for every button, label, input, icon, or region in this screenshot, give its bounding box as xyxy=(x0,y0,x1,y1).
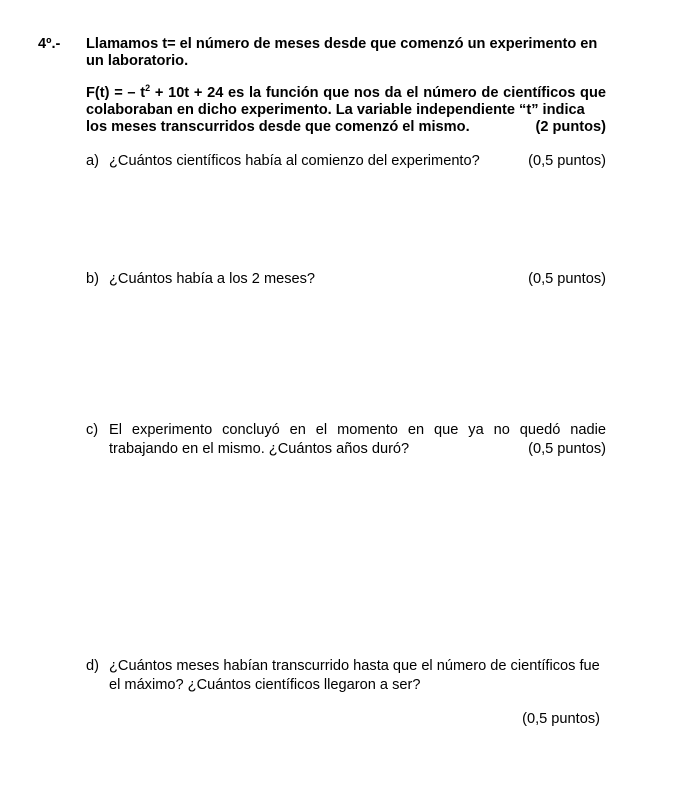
sub-question-text: ¿Cuántos había a los 2 meses? xyxy=(109,271,316,287)
sub-question-b xyxy=(86,270,606,289)
function-description: + 10t + 24 es la función que nos da el número de científicos que colaboraban en dicho experimento. La variable independiente “t” indica xyxy=(86,85,606,118)
sub-question-label: d) xyxy=(86,658,99,674)
sub-question-label: b) xyxy=(86,271,99,287)
question-number: 4º.- xyxy=(38,36,61,52)
sub-question-points: (0,5 puntos) xyxy=(528,441,606,457)
sub-question-d xyxy=(86,657,606,727)
question-intro: Llamamos t= el número de meses desde que comenzó un experimento en un laboratorio. xyxy=(86,36,598,69)
function-statement xyxy=(86,85,606,136)
sub-question-a xyxy=(86,152,606,171)
sub-question-text-line2: el máximo? ¿Cuántos científicos llegaron a ser? xyxy=(109,677,421,693)
sub-question-points: (0,5 puntos) xyxy=(522,711,600,727)
sub-question-text-line2: trabajando en el mismo. ¿Cuántos años duró? xyxy=(109,441,410,457)
sub-question-c xyxy=(86,421,606,459)
sub-question-label: c) xyxy=(86,422,99,438)
function-formula-lhs: F(t) = – t xyxy=(86,85,146,101)
total-points: (2 puntos) xyxy=(535,119,606,135)
function-description-end: los meses transcurridos desde que comenzó el mismo. xyxy=(86,119,470,135)
sub-question-text-line1: ¿Cuántos meses habían transcurrido hasta que el número de científicos fue xyxy=(109,658,600,674)
sub-question-text-line1: El experimento concluyó en el momento en que ya no quedó nadie xyxy=(109,422,606,438)
function-formula-exponent: 2 xyxy=(145,83,151,93)
sub-question-text: ¿Cuántos científicos había al comienzo del experimento? xyxy=(109,153,480,169)
function-last-line xyxy=(86,119,606,136)
sub-question-points: (0,5 puntos) xyxy=(528,153,606,169)
sub-question-label: a) xyxy=(86,153,99,169)
sub-question-points: (0,5 puntos) xyxy=(528,271,606,287)
